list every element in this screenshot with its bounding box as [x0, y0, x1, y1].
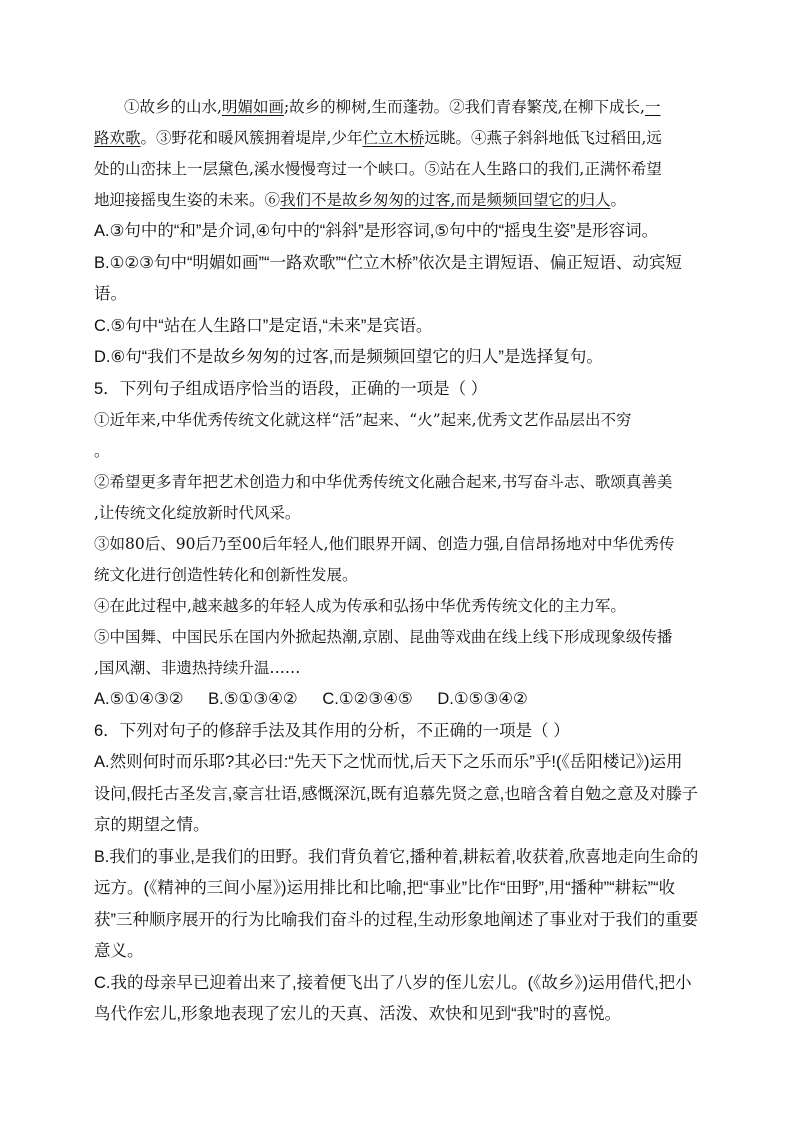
question-4-options: [94, 216, 702, 374]
option-a: A.然则何时而乐耶?其必曰:“先天下之忧而忧,后天下之乐而乐”乎!(《岳阳楼记》)运用: [94, 753, 683, 771]
question-5-stem: 5．下列句子组成语序恰当的语段，正确的一项是（ ）: [94, 379, 488, 398]
sentence-4: ④在此过程中,越来越多的年轻人成为传承和弘扬中华优秀传统文化的主力军。: [94, 597, 626, 615]
option-b-cont: 获”三种顺序展开的行为比喻我们奋斗的过程,生动形象地阐述了事业对于我们的重要: [94, 910, 699, 929]
option-c: C.我的母亲早已迎着出来了,接着便飞出了八岁的侄儿宏儿。(《故乡》)运用借代,把小: [94, 973, 692, 992]
underlined-phrase: 我们不是故乡匆匆的过客,而是频频回望它的归人: [280, 191, 611, 209]
underlined-phrase: 路欢歌: [94, 129, 141, 147]
choice-c: C.①②③④⑤: [322, 690, 413, 708]
sentence-1: ①近年来,中华优秀传统文化就这样“活”起来、“火”起来,优秀文艺作品层出不穷: [94, 411, 632, 429]
passage-line-3: 处的山峦抹上一层黛色,溪水慢慢弯过一个峡口。⑤站在人生路口的我们,正满怀希望: [94, 160, 662, 178]
sentence-3-cont: 统文化进行创造性转化和创新性发展。: [94, 566, 358, 584]
option-a-cont: 设问,假托古圣发言,豪言壮语,感慨深沉,既有追慕先贤之意,也暗含着自勉之意及对滕子: [94, 784, 699, 803]
text-span: ①故乡的山水,: [124, 98, 222, 116]
option-d: D.⑥句“我们不是故乡匆匆的过客,而是频频回望它的归人”是选择复句。: [94, 348, 603, 366]
option-b: B.①②③句中“明媚如画”“一路欢歌”“伫立木桥”依次是主谓短语、偏正短语、动宾短: [94, 253, 682, 272]
text-span: 。③野花和暖风簇拥着堤岸,少年: [140, 129, 363, 147]
question-5-choices: [94, 684, 702, 716]
question-6: [94, 716, 702, 1031]
option-b-cont: 意义。: [94, 942, 144, 960]
document-page: [94, 92, 702, 1031]
passage-line-2: [94, 123, 702, 154]
sentence-2: ②希望更多青年把艺术创造力和中华优秀传统文化融合起来,书写奋斗志、歌颂真善美: [94, 473, 673, 491]
choice-a: A.⑤①④③②: [94, 690, 184, 708]
text-span: 地迎接摇曳生姿的未来。⑥: [94, 191, 281, 209]
text-span: 远眺。④燕子斜斜地低飞过稻田,远: [424, 129, 662, 147]
option-c: C.⑤句中“站在人生路口”是定语,“未来”是宾语。: [94, 316, 433, 335]
underlined-phrase: 明媚如画: [221, 98, 284, 116]
question-6-stem: 6．下列对句子的修辞手法及其作用的分析，不正确的一项是（ ）: [94, 721, 570, 740]
sentence-3: ③如80后、90后乃至00后年轻人,他们眼界开阔、创造力强,自信昂扬地对中华优秀传: [94, 535, 675, 553]
option-b: B.我们的事业,是我们的田野。我们背负着它,播种着,耕耘着,收获着,欣喜地走向生命的: [94, 847, 699, 866]
sentence-5: ⑤中国舞、中国民乐在国内外掀起热潮,京剧、昆曲等戏曲在线上线下形成现象级传播: [94, 628, 673, 646]
text-span: 。: [610, 191, 626, 209]
sentence-5-cont: ,国风潮、非遗热持续升温……: [94, 659, 301, 677]
option-a: A.③句中的“和”是介词,④句中的“斜斜”是形容词,⑤句中的“摇曳生姿”是形容词。: [94, 222, 659, 240]
option-a-cont: 京的期望之情。: [94, 816, 210, 834]
question-5: [94, 374, 702, 716]
underlined-phrase: 伫立木桥: [362, 129, 425, 147]
passage: [94, 92, 702, 216]
option-c-cont: 鸟代作宏儿,形象地表现了宏儿的天真、活泼、欢快和见到“我”时的喜悦。: [94, 1005, 622, 1023]
underlined-phrase: 一: [644, 98, 661, 116]
sentence-1-cont: 。: [94, 442, 110, 460]
passage-line-1: [94, 92, 702, 123]
text-span: ;故乡的柳树,生而蓬勃。②我们青春繁茂,在柳下成长,: [283, 98, 645, 116]
option-b-cont: 远方。(《精神的三间小屋》)运用排比和比喻,把“事业”比作“田野”,用“播种”“耕耘”“收: [94, 879, 676, 897]
option-b-cont: 语。: [94, 285, 127, 303]
passage-line-4: [94, 185, 702, 216]
choice-d: D.①⑤③④②: [437, 690, 528, 708]
choice-b: B.⑤①③④②: [208, 690, 298, 708]
sentence-2-cont: ,让传统文化绽放新时代风采。: [94, 504, 301, 522]
